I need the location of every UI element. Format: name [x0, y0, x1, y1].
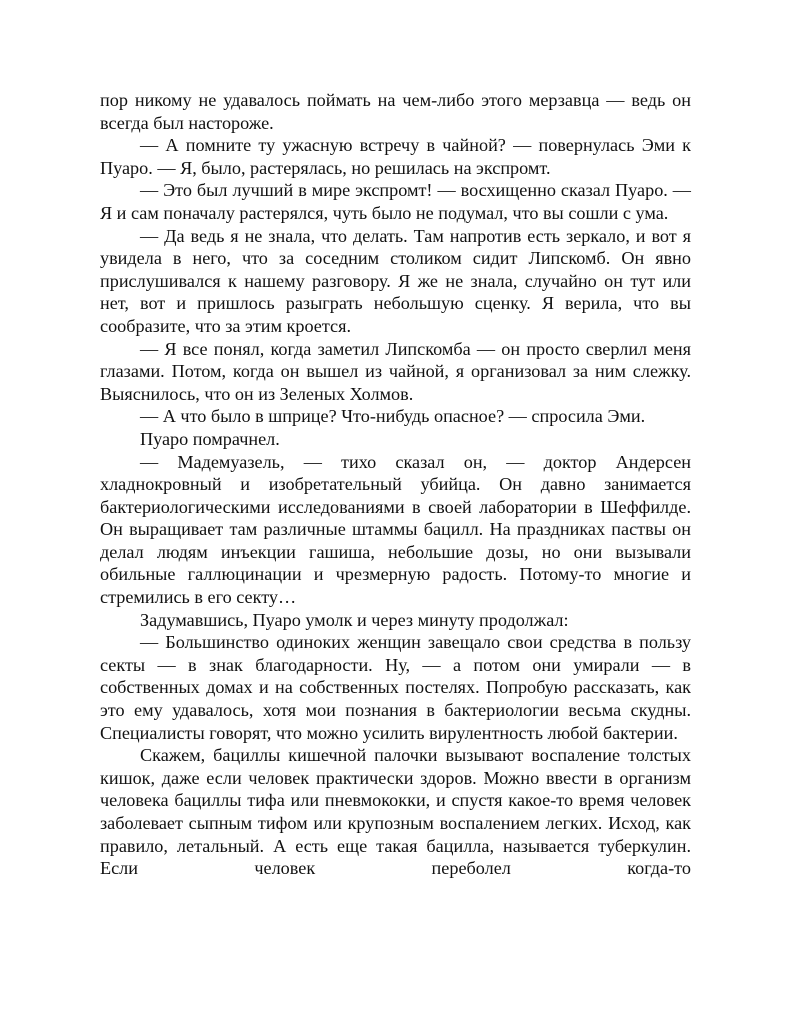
paragraph-1: пор никому не удавалось поймать на чем-либо этого мерзавца — ведь он всегда был настороже.: [100, 90, 691, 133]
paragraph-6: — А что было в шприце? Что-нибудь опасное? — спросила Эми.: [140, 406, 646, 427]
paragraph-7: Пуаро помрачнел.: [140, 428, 280, 449]
paragraph-10: — Большинство одиноких женщин завещало свои средства в пользу секты — в знак благодарности. Ну, — а потом они умирали — в собственных домах и на собственных постелях. Попробую рассказать, как это ему удавалось, хотя мои познания в бактериологии весьма скудны. Специалисты говорят, что можно усилить вирулентность любой бактерии.: [100, 632, 691, 743]
paragraph-4: — Да ведь я не знала, что делать. Там напротив есть зеркало, и вот я увидела в него, что за соседним столиком сидит Липскомб. Он явно прислушивался к нашему разговору. Я же не знала, случайно он тут или нет, вот и пришлось разыграть небольшую сценку. Я верила, что вы сообразите, что за этим кроется.: [100, 225, 691, 336]
paragraph-9: Задумавшись, Пуаро умолк и через минуту продолжал:: [140, 609, 569, 630]
paragraph-8: — Мадемуазель, — тихо сказал он, — доктор Андерсен хладнокровный и изобретательный убийца. Он давно занимается бактериологическими исследованиями в своей лаборатории в Шеффилде. Он выращивает там различные штаммы бацилл. На праздниках паствы он делал людям инъекции гашиша, небольшие дозы, но они вызывали обильные галлюцинации и чрезмерную радость. Потому-то многие и стремились в его секту…: [100, 451, 691, 608]
document-page: [100, 89, 691, 880]
paragraph-11: Скажем, бациллы кишечной палочки вызывают воспаление толстых кишок, даже если человек практически здоров. Можно ввести в организм человека бациллы тифа или пневмококки, и спустя какое-то время человек заболевает сыпным тифом или крупозным воспалением легких. Исход, как правило, летальный. А есть еще такая бацилла, называется туберкулин. Если человек переболел когда-то: [100, 745, 691, 879]
paragraph-3: — Это был лучший в мире экспромт! — восхищенно сказал Пуаро. — Я и сам поначалу растерялся, чуть было не подумал, что вы сошли с ума.: [100, 180, 691, 223]
paragraph-2: — А помните ту ужасную встречу в чайной? — повернулась Эми к Пуаро. — Я, было, растерялась, но решилась на экспромт.: [100, 135, 691, 178]
paragraph-5: — Я все понял, когда заметил Липскомба — он просто сверлил меня глазами. Потом, когда он вышел из чайной, я организовал за ним слежку. Выяснилось, что он из Зеленых Холмов.: [100, 338, 691, 404]
